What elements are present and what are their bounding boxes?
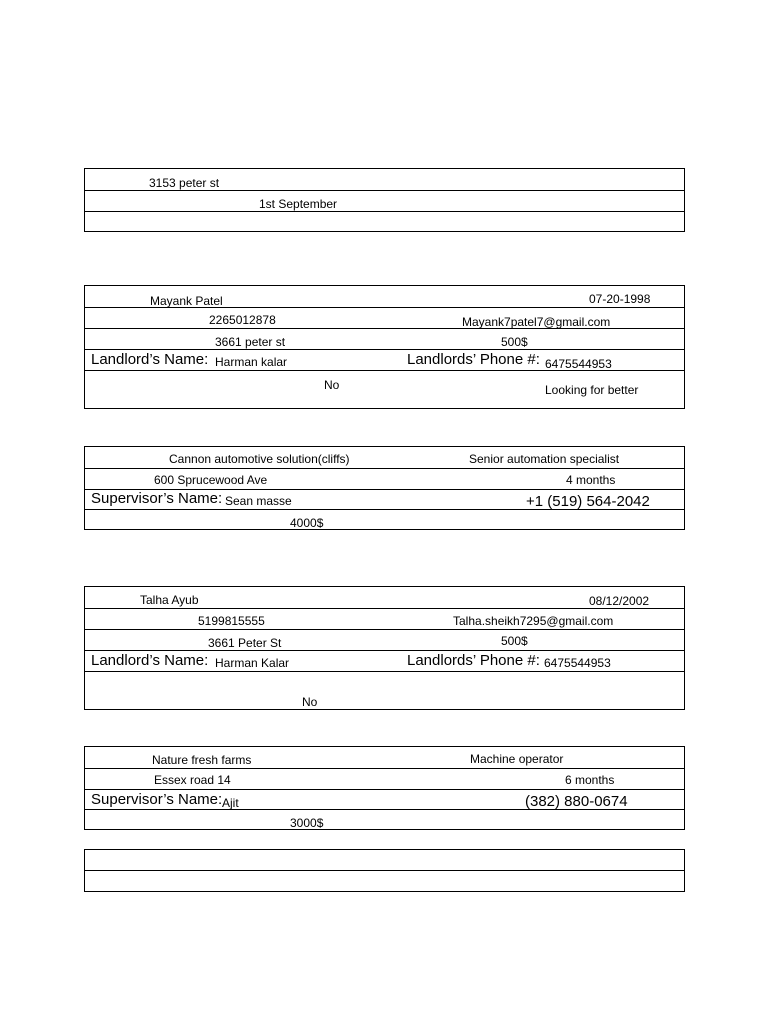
applicant-current-address[interactable]: 3661 peter st	[215, 335, 286, 349]
employer-address[interactable]: 600 Sprucewood Ave	[154, 473, 268, 487]
employer-name[interactable]: Cannon automotive solution(cliffs)	[169, 452, 350, 466]
applicant-email[interactable]: Mayank7patel7@gmail.com	[462, 315, 611, 329]
job-position[interactable]: Senior automation specialist	[469, 452, 620, 466]
landlord-name-label: Landlord’s Name:	[91, 652, 209, 669]
landlord-phone-label: Landlords’ Phone #:	[407, 351, 540, 368]
address-value[interactable]: 3153 peter st	[149, 176, 220, 190]
address-box	[84, 168, 685, 232]
job-position[interactable]: Machine operator	[470, 752, 564, 766]
landlord-phone[interactable]: 6475544953	[544, 656, 611, 670]
applicant-phone[interactable]: 2265012878	[209, 313, 276, 327]
empty-box	[84, 849, 685, 892]
employment-1-box	[84, 446, 685, 530]
applicant-rent[interactable]: 500$	[501, 634, 528, 648]
supervisor-phone[interactable]: (382) 880-0674	[525, 793, 628, 810]
employment-duration[interactable]: 6 months	[565, 773, 615, 787]
monthly-income[interactable]: 3000$	[290, 816, 324, 830]
applicant-dob[interactable]: 07-20-1998	[589, 292, 651, 306]
employment-2-box	[84, 746, 685, 830]
applicant-1-box	[84, 285, 685, 409]
landlord-phone[interactable]: 6475544953	[545, 357, 612, 371]
landlord-name[interactable]: Harman Kalar	[215, 656, 290, 670]
applicant-phone[interactable]: 5199815555	[198, 614, 265, 628]
supervisor-phone[interactable]: +1 (519) 564-2042	[526, 493, 650, 510]
monthly-income[interactable]: 4000$	[290, 516, 324, 530]
applicant-answer[interactable]: No	[324, 378, 340, 392]
landlord-name-label: Landlord’s Name:	[91, 351, 209, 368]
applicant-email[interactable]: Talha.sheikh7295@gmail.com	[453, 614, 614, 628]
employer-address[interactable]: Essex road 14	[154, 773, 231, 787]
reason-for-leaving[interactable]: Looking for better	[545, 383, 639, 397]
supervisor-name[interactable]: Ajit	[222, 796, 239, 810]
employment-duration[interactable]: 4 months	[566, 473, 616, 487]
supervisor-name-label: Supervisor’s Name:	[91, 490, 223, 507]
applicant-name[interactable]: Talha Ayub	[140, 593, 199, 607]
landlord-name[interactable]: Harman kalar	[215, 355, 288, 369]
move-in-date[interactable]: 1st September	[259, 197, 338, 211]
applicant-dob[interactable]: 08/12/2002	[589, 594, 650, 608]
applicant-answer[interactable]: No	[302, 695, 318, 709]
landlord-phone-label: Landlords’ Phone #:	[407, 652, 540, 669]
employer-name[interactable]: Nature fresh farms	[152, 753, 252, 767]
applicant-name[interactable]: Mayank Patel	[150, 294, 223, 308]
applicant-rent[interactable]: 500$	[501, 335, 528, 349]
applicant-2-box	[84, 586, 685, 710]
supervisor-name-label: Supervisor’s Name:	[91, 791, 223, 808]
supervisor-name[interactable]: Sean masse	[225, 494, 292, 508]
applicant-current-address[interactable]: 3661 Peter St	[208, 636, 282, 650]
